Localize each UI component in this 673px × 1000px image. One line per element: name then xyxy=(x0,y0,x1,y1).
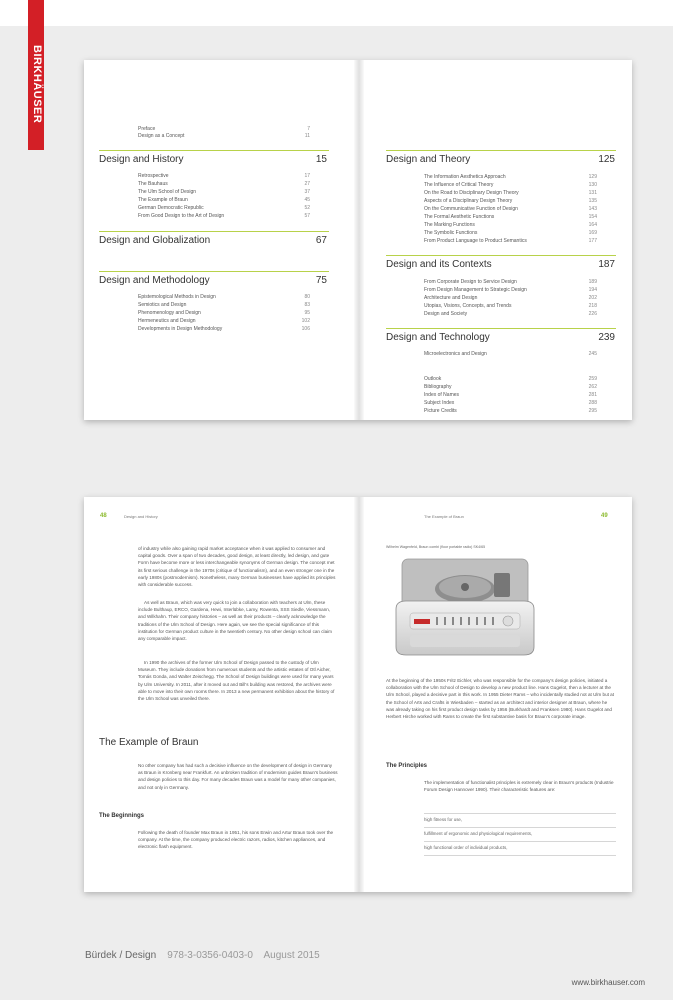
toc-entry: On the Communicative Function of Design xyxy=(424,206,518,212)
back-matter-entry: Subject Index xyxy=(424,400,455,406)
toc-entry: Design as a Concept xyxy=(138,133,185,139)
toc-page-number: 131 xyxy=(588,190,597,196)
running-header: Design and History xyxy=(124,514,158,519)
body-paragraph: At the beginning of the 1950s Fritz Eichler, who was responsible for the company's design policies, initiated a collaboration with the Ulm School of Design to develop a new product line. Hans Gugelot, then a lecturer at the Ulm School, played a decisive part in this work. In 1955 Dieter Rams – who incidentally studied not at Ulm but at the School of Arts and Crafts in Wiesbaden – started as an architect and interior designer at Braun, where he was already taking on his first product design tasks by 1956 (Burkhardt and Franksen 1980). Hans Gugelot and Herbert Hirche worked with Rams to create the first substantive basis for Braun's corporate image. xyxy=(386,678,615,720)
toc-entry: Design and Society xyxy=(424,311,468,317)
back-matter-entry: Index of Names xyxy=(424,392,460,398)
toc-page-number: 11 xyxy=(304,133,310,139)
toc-entry: Microelectronics and Design xyxy=(424,351,487,357)
chapter-title: Design and Theory xyxy=(386,154,471,165)
toc-entry: Architecture and Design xyxy=(424,295,478,301)
toc-page-number: 226 xyxy=(588,311,597,317)
book-info xyxy=(85,950,320,961)
toc-entry: The Influence of Critical Theory xyxy=(424,182,494,188)
sample-spread xyxy=(84,497,632,892)
publication-date: August 2015 xyxy=(263,950,320,961)
toc-entry: The Example of Braun xyxy=(138,197,188,203)
toc-spread xyxy=(84,60,632,420)
brand-logo: BIRKHÄUSER xyxy=(31,45,43,124)
back-matter-entry: Bibliography xyxy=(424,384,452,390)
toc-page-number: 17 xyxy=(304,173,310,179)
back-matter-entry: Picture Credits xyxy=(424,408,457,414)
toc-entry: The Ulm School of Design xyxy=(138,189,197,195)
toc-page-number: 281 xyxy=(588,392,597,398)
toc-page-number: 135 xyxy=(588,198,597,204)
body-paragraph: The implementation of functionalist principles is extremely clear in Braun's products (Industrie Forum Design Hannover 1990). Their characteristic features are: xyxy=(424,780,614,793)
section-heading: The Example of Braun xyxy=(99,737,199,748)
toc-entry: From Good Design to the Art of Design xyxy=(138,213,225,219)
photo-caption: Wilhelm Wagenfeld, Braun combi (floor portable radio) SK4/65 xyxy=(386,545,486,549)
toc-entry: Semiotics and Design xyxy=(138,302,187,308)
chapter-rule xyxy=(99,231,329,232)
chapter-rule xyxy=(386,255,616,256)
subheading: The Beginnings xyxy=(99,813,144,819)
top-white-band xyxy=(0,0,673,26)
toc-entry: Phenomenology and Design xyxy=(138,310,201,316)
chapter-page-number: 187 xyxy=(598,259,615,270)
toc-page-number: 288 xyxy=(588,400,597,406)
toc-page-number: 95 xyxy=(304,310,310,316)
toc-entry: Epistemological Methods in Design xyxy=(138,294,216,300)
toc-page-number: 80 xyxy=(304,294,310,300)
toc-entry: Aspects of a Disciplinary Design Theory xyxy=(424,198,513,204)
chapter-page-number: 67 xyxy=(315,235,327,246)
toc-entry: From Design Management to Strategic Design xyxy=(424,287,527,293)
body-paragraph: Following the death of founder Max Braun in 1951, his sons Erwin and Artur Braun took over the company. At the time, the company produced electric razors, radios, kitchen appliances, and electronic flash equipment. xyxy=(138,830,334,850)
toc-page-number: 259 xyxy=(588,376,597,382)
body-paragraph: No other company has had such a decisive influence on the development of design in Germany as Braun in Kronberg near Frankfurt. An unbroken tradition of modernism guides Braun's business and design policies to this day. For many decades Braun was a model for many other companies, and not only in Germany. xyxy=(138,763,338,790)
toc-entry: The Information Aesthetics Approach xyxy=(424,174,506,180)
toc-entry: German Democratic Republic xyxy=(138,205,204,211)
toc-entry: Hermeneutics and Design xyxy=(138,318,196,324)
toc-entry: From Corporate Design to Service Design xyxy=(424,279,517,285)
toc-page-number: 194 xyxy=(588,287,597,293)
toc-page-number: 57 xyxy=(304,213,310,219)
list-divider xyxy=(424,855,616,856)
list-divider xyxy=(424,841,616,842)
chapter-page-number: 15 xyxy=(315,154,327,165)
subheading: The Principles xyxy=(386,763,428,769)
chapter-rule xyxy=(99,150,329,151)
chapter-page-number: 239 xyxy=(598,332,615,343)
toc-entry: Utopias, Visions, Concepts, and Trends xyxy=(424,303,512,309)
chapter-title: Design and History xyxy=(99,154,184,165)
chapter-title: Design and Methodology xyxy=(99,275,210,286)
list-divider xyxy=(424,813,616,814)
toc-page-number: 218 xyxy=(588,303,597,309)
toc-page-number: 102 xyxy=(301,318,310,324)
toc-entry: The Marking Functions xyxy=(424,222,475,228)
body-paragraph: In 1990 the archives of the former Ulm School of Design passed to the custody of Ulm Museum. They include donations from numerous students and the artistic estates of Otl Aicher, Tomás Gonda, and Walter Zeischegg. The School of Design buildings were used for many years by Ulm University. In 2011, after it moved out and Bill's building was restored, the archives were able to move into their own rooms there. In 2013 a new permanent exhibition about the history of the Ulm School was unveiled there. xyxy=(138,660,335,702)
toc-page-number: 130 xyxy=(588,182,597,188)
page-number: 48 xyxy=(100,513,107,519)
running-header: The Example of Braun xyxy=(424,514,464,519)
toc-page-number: 45 xyxy=(304,197,310,203)
chapter-rule xyxy=(386,328,616,329)
chapter-rule xyxy=(99,271,329,272)
toc-entry: The Symbolic Functions xyxy=(424,230,478,236)
toc-page-number: 177 xyxy=(588,238,597,244)
chapter-title: Design and its Contexts xyxy=(386,259,492,270)
page-number: 49 xyxy=(601,513,608,519)
toc-page-number: 169 xyxy=(588,230,597,236)
toc-page-number: 295 xyxy=(588,408,597,414)
author-title: Bürdek / Design xyxy=(85,950,157,961)
toc-page-number: 106 xyxy=(301,326,310,332)
braun-record-player-photo xyxy=(390,551,540,659)
toc-page-number: 129 xyxy=(588,174,597,180)
toc-page-number: 143 xyxy=(588,206,597,212)
chapter-page-number: 125 xyxy=(598,154,615,165)
toc-page-number: 37 xyxy=(304,189,310,195)
chapter-title: Design and Globalization xyxy=(99,235,211,246)
principle-item: high functional order of individual products, xyxy=(424,845,508,850)
toc-page-number: 164 xyxy=(588,222,597,228)
isbn: 978-3-0356-0403-0 xyxy=(167,950,253,961)
toc-page-number: 52 xyxy=(304,205,310,211)
back-matter-entry: Outlook xyxy=(424,376,442,382)
toc-entry: Developments in Design Methodology xyxy=(138,326,223,332)
toc-page-number: 262 xyxy=(588,384,597,390)
body-paragraph: of industry while also gaining rapid market acceptance when it was applied to consumer and capital goods. Over a span of two decades, good design, at least directly, led design, and gute Form have become more or less interchangeable synonyms of German design. The concept met its first serious challenge in the 1970s (critique of functionalism), and an even stronger one in the early 1980s (postmodernism). Nonetheless, many German businesses have applied its principles with considerable success. xyxy=(138,546,336,588)
toc-entry: Retrospective xyxy=(138,173,169,179)
website-link[interactable]: www.birkhauser.com xyxy=(571,978,645,987)
toc-page-number: 83 xyxy=(304,302,310,308)
toc-entry: The Formal Aesthetic Functions xyxy=(424,214,495,220)
chapter-title: Design and Technology xyxy=(386,332,490,343)
chapter-page-number: 75 xyxy=(315,275,327,286)
chapter-rule xyxy=(386,150,616,151)
principle-item: fulfillment of ergonomic and physiological requirements, xyxy=(424,831,533,836)
body-paragraph: As well as Braun, which was very quick to join a collaboration with teachers at Ulm, these include Bulthaup, ERCO, Gardena, Hewi, Interlübke, Lamy, Rowenta, SSS Siedle, Viessmann, and Wilkhahn. Their company histories – as well as their products – clearly acknowledge the traditions of the Ulm School of Design. Here again, we see the special significance of this institution for German product culture in the twentieth century. No other design school can claim any comparable impact. xyxy=(138,600,332,642)
toc-entry: From Product Language to Product Semantics xyxy=(424,238,527,244)
toc-page-number: 154 xyxy=(588,214,597,220)
toc-entry: Preface xyxy=(138,126,156,132)
list-divider xyxy=(424,827,616,828)
book-gutter xyxy=(354,60,364,420)
toc-page-number: 189 xyxy=(588,279,597,285)
toc-page-number: 27 xyxy=(304,181,310,187)
toc-page-number: 7 xyxy=(307,126,310,132)
book-gutter xyxy=(354,497,364,892)
principle-item: high fitness for use, xyxy=(424,817,463,822)
toc-page-number: 202 xyxy=(588,295,597,301)
toc-entry: The Bauhaus xyxy=(138,181,168,187)
toc-page-number: 245 xyxy=(588,351,597,357)
toc-entry: On the Road to Disciplinary Design Theory xyxy=(424,190,519,196)
